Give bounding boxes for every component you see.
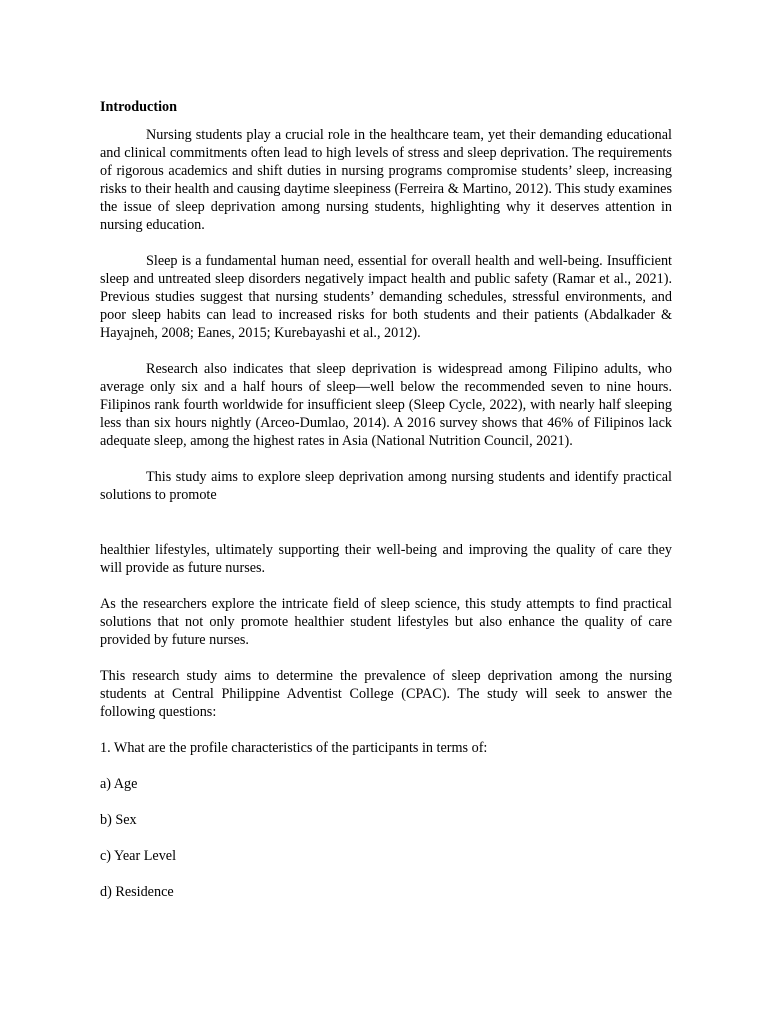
- option-age: a) Age: [100, 776, 138, 792]
- option-residence: d) Residence: [100, 884, 174, 900]
- paragraph-filipino-sleep: Research also indicates that sleep deprivation is widespread among Filipino adults, who average only six and a half hours of sleep—well below the recommended seven to nine hours. Filipinos rank fourth worldwide for insufficient sleep (Sleep Cycle, 2022), with nearly half sleeping less than six hours nightly (Arceo-Dumlao, 2014). A 2016 survey shows that 46% of Filipinos lack adequate sleep, among the highest rates in Asia (National Nutrition Council, 2021).: [100, 361, 672, 449]
- paragraph-healthier-lifestyles: healthier lifestyles, ultimately supporting their well-being and improving the quality of care they will provide as future nurses.: [100, 542, 672, 576]
- question-1: 1. What are the profile characteristics of the participants in terms of:: [100, 740, 488, 756]
- section-heading: Introduction: [100, 99, 177, 115]
- paragraph-sleep-science: As the researchers explore the intricate field of sleep science, this study attempts to find practical solutions that not only promote healthier student lifestyles but also enhance the quality of care provided by future nurses.: [100, 596, 672, 648]
- document-page: [100, 98, 672, 919]
- option-sex: b) Sex: [100, 812, 137, 828]
- paragraph-sleep-need: Sleep is a fundamental human need, essential for overall health and well-being. Insufficient sleep and untreated sleep disorders negatively impact health and public safety (Ramar et al., 2021). Previous studies suggest that nursing students’ demanding schedules, stressful environments, and poor sleep habits can lead to increased risks for both students and their patients (Abdalkader & Hayajneh, 2008; Eanes, 2015; Kurebayashi et al., 2012).: [100, 253, 672, 341]
- option-year-level: c) Year Level: [100, 848, 177, 864]
- paragraph-study-aim: This study aims to explore sleep deprivation among nursing students and identify practical solutions to promote: [100, 469, 672, 503]
- page-break-gap: [100, 504, 672, 541]
- paragraph-nursing-students: Nursing students play a crucial role in the healthcare team, yet their demanding educational and clinical commitments often lead to high levels of stress and sleep deprivation. The requirements of rigorous academics and shift duties in nursing programs compromise students’ sleep, increasing risks to their health and causing daytime sleepiness (Ferreira & Martino, 2012). This study examines the issue of sleep deprivation among nursing students, highlighting why it deserves attention in nursing education.: [100, 127, 672, 233]
- paragraph-research-aim: This research study aims to determine the prevalence of sleep deprivation among the nursing students at Central Philippine Adventist College (CPAC). The study will seek to answer the following questions:: [100, 668, 672, 720]
